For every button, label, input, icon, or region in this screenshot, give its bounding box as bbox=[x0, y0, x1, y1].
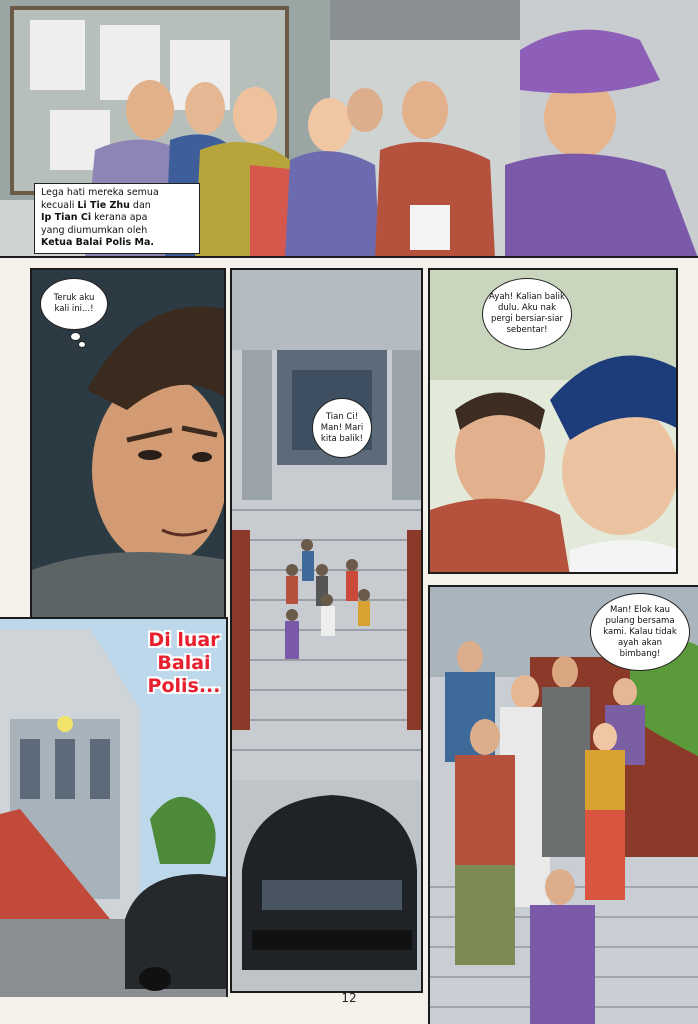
caption-text: dan bbox=[129, 199, 151, 211]
caption-name: Li Tie Zhu bbox=[77, 199, 130, 211]
speech-bubble bbox=[482, 278, 572, 350]
thought-dot bbox=[70, 332, 81, 341]
bubble-text: Ayah! Kalian balik dulu. Aku nak pergi bersiar-siar sebentar! bbox=[489, 292, 565, 335]
location-caption-line: Polis... bbox=[147, 675, 221, 697]
speech-bubble bbox=[590, 593, 690, 671]
panel-2 bbox=[30, 268, 226, 621]
caption-line bbox=[41, 200, 193, 213]
caption-text: kerana apa bbox=[91, 212, 148, 223]
bubble-text: Tian Ci! Man! Mari kita balik! bbox=[320, 411, 364, 444]
caption-line bbox=[41, 212, 193, 225]
bubble-text: Man! Elok kau pulang bersama kami. Kalau tidak ayah akan bimbang! bbox=[603, 604, 677, 659]
panel-1-caption bbox=[34, 183, 200, 254]
location-caption-line: Di luar bbox=[148, 629, 220, 651]
panel-3-art bbox=[232, 270, 423, 993]
caption-name: Ketua Balai Polis Ma. bbox=[41, 237, 154, 248]
panel-7 bbox=[428, 585, 698, 1024]
speech-bubble bbox=[312, 398, 372, 458]
caption-line: Lega hati mereka semua bbox=[41, 187, 159, 198]
page-number: 12 bbox=[341, 991, 357, 1005]
location-caption bbox=[140, 629, 228, 698]
panel-5 bbox=[0, 617, 228, 997]
caption-text: kecuali bbox=[41, 199, 78, 211]
caption-line: yang diumumkan oleh bbox=[41, 224, 148, 236]
thought-dot bbox=[78, 341, 86, 348]
panel-3 bbox=[230, 268, 423, 993]
location-caption-line: Balai bbox=[157, 652, 211, 674]
bubble-text: Teruk aku kali ini...! bbox=[53, 293, 95, 314]
caption-name: Ip Tian Ci bbox=[41, 212, 92, 223]
speech-bubble bbox=[40, 278, 108, 330]
caption-line bbox=[41, 237, 193, 250]
panel-1 bbox=[0, 0, 698, 258]
panel-4 bbox=[428, 268, 678, 574]
